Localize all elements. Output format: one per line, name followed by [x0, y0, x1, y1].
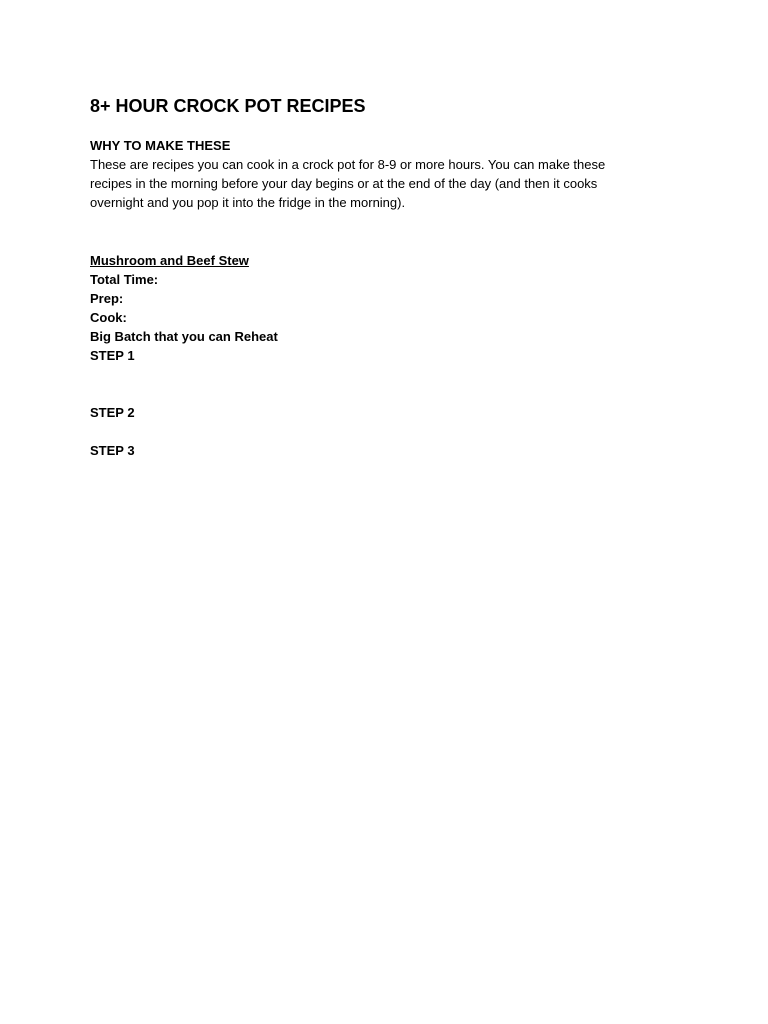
step-1-heading: STEP 1: [90, 347, 135, 363]
document-title: 8+ HOUR CROCK POT RECIPES: [90, 96, 366, 116]
cook-label: Cook:: [90, 309, 127, 325]
intro-paragraph: [90, 155, 650, 213]
total-time-label: Total Time:: [90, 271, 159, 287]
step-3-heading: STEP 3: [90, 442, 135, 458]
document-content: [90, 92, 650, 460]
intro-line: overnight and you pop it into the fridge in the morning).: [90, 195, 406, 211]
intro-heading: WHY TO MAKE THESE: [90, 138, 231, 153]
intro-line: recipes in the morning before your day begins or at the end of the day (and then it cooks: [90, 176, 598, 192]
batch-note: Big Batch that you can Reheat: [90, 328, 278, 344]
prep-label: Prep:: [90, 290, 124, 306]
recipe-title: Mushroom and Beef Stew: [90, 252, 249, 268]
step-2-heading: STEP 2: [90, 404, 135, 420]
intro-line: These are recipes you can cook in a crock pot for 8-9 or more hours. You can make these: [90, 157, 606, 172]
